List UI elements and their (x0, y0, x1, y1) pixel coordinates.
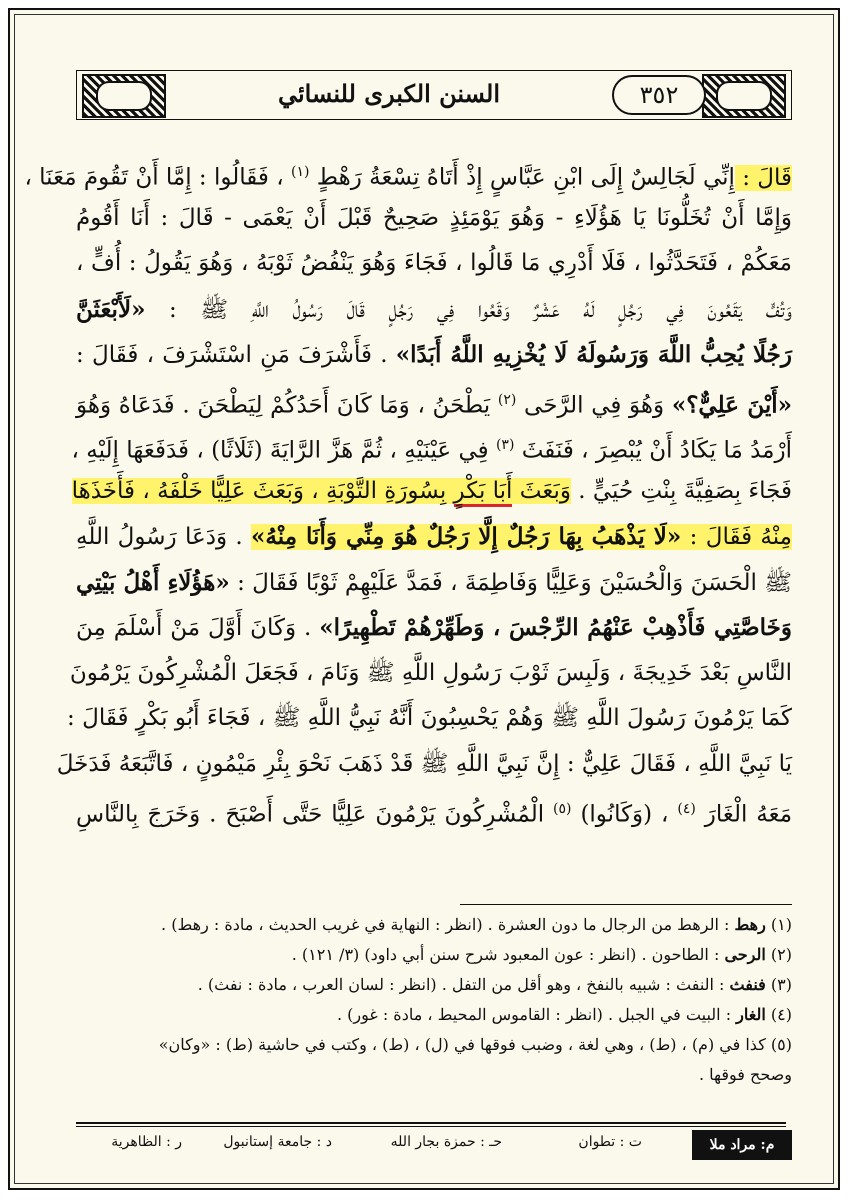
bold-text: «هَؤُلَاءِ أَهْلُ بَيْتِي (76, 568, 230, 596)
footnote-ref[interactable]: (٤) (677, 801, 696, 817)
footnote-term: الغار (736, 1005, 766, 1024)
bold-text: «أَيْنَ عَلِيٌّ؟» (671, 391, 792, 419)
bold-text: وَخَاصَّتِي فَأَذْهِبْ عَنْهُمُ الرِّجْسَ ، وَطَهِّرْهُمْ تَطْهِيرًا» (319, 614, 792, 641)
footnote-number: (٣) (770, 975, 792, 994)
text-span: وَبَعَثَ (512, 477, 571, 504)
text-line: يَا نَبِيَّ اللَّهِ ، فَقَالَ عَلِيٌّ : إِنَّ نَبِيَّ اللَّهِ ﷺ قَدْ ذَهَبَ نَحْوَ بِئْرِ مَيْمُونٍ ، فَاتَّبَعَهُ فَدَخَلَ (56, 750, 792, 777)
text-line (76, 287, 792, 333)
footnote-text: : النفث : شبيه بالنفخ ، وهو أقل من التفل . (انظر : لسان العرب ، مادة : نفث) . (197, 975, 730, 994)
source-r: ر : الظاهرية (111, 1134, 182, 1150)
footnote-text: كذا في (م) ، (ط) ، وهي لغة ، وضبب فوقها في (ل) ، (ط) ، وكتب في حاشية (ط) : «وكان» (158, 1035, 771, 1054)
text-line: وَإِمَّا أَنْ تُخَلُّونَا يَا هَؤُلَاءِ - وَهُوَ يَوْمَئِذٍ صَحِيحٌ قَبْلَ أَنْ يَعْمَى - قَالَ : أَنَا أَقُومُ (76, 204, 792, 231)
text-span: بِسُورَةِ التَّوْبَةِ ، وَبَعَثَ عَلِيًّا خَلْفَهُ ، فَأَخَذَهَا (71, 477, 454, 504)
text-span: . وَكَانَ أَوَّلَ مَنْ أَسْلَمَ مِنَ (76, 615, 320, 641)
text-line (76, 560, 792, 606)
source-d: د : جامعة إستانبول (223, 1134, 332, 1150)
text-span: . وَدَعَا رَسُولُ اللَّهِ (76, 524, 252, 550)
text-span: وَتُفٍّ يَقَعُونَ فِي رَجُلٍ لَهُ عَشْرٌ وَقَعُوا فِي رَجُلٍ قَالَ رَسُولُ اللَّهِ ﷺ : (145, 296, 792, 323)
footnote-number: (٥) (770, 1035, 792, 1054)
source-t: ت : تطوان (578, 1134, 642, 1150)
text-span: ، فَقَالُوا : إِمَّا أَنْ تَقُومَ مَعَنَا ، (24, 164, 291, 191)
footnote-item (76, 940, 792, 970)
text-span: فَجَاءَ بِصَفِيَّةَ بِنْتِ حُيَيٍّ . (570, 477, 792, 504)
text-span: إِنِّي لَجَالِسٌ إِلَى ابْنِ عَبَّاسٍ إِذْ أَتَاهُ تِسْعَةُ رَهْطٍ (316, 164, 735, 191)
footnote-item (76, 1060, 792, 1090)
footnote-ref[interactable]: (٣) (495, 437, 515, 453)
text-line: كَمَا يَرْمُونَ رَسُولَ اللَّهِ ﷺ وَهُمْ يَحْسِبُونَ أَنَّهُ نَبِيُّ اللَّهِ ﷺ ، فَجَاءَ أَبُو بَكْرٍ فَقَالَ : (67, 705, 792, 731)
page (8, 8, 840, 1190)
footnote-text: : الطاحون . (انظر : عون المعبود شرح سنن أبي داود) (٣/ ١٢١) . (291, 945, 725, 964)
ornament-right-icon (702, 74, 786, 118)
text-span: وَهُوَ فِي الرَّحَى (524, 392, 672, 419)
main-text (24, 150, 793, 833)
text-line: النَّاسِ بَعْدَ خَدِيجَةَ ، وَلَبِسَ ثَوْبَ رَسُولِ اللَّهِ ﷺ وَنَامَ ، فَجَعَلَ الْمُشْرِكُونَ يَرْمُونَ (69, 659, 792, 686)
text-span: فِي عَيْنَيْهِ ، ثُمَّ هَزَّ الرَّايَةَ (ثَلَاثًا) ، فَدَفَعَهَا إِلَيْهِ ، (71, 437, 496, 464)
text-span: ﷺ الْحَسَنَ وَالْحُسَيْنَ وَعَلِيًّا وَفَاطِمَةَ ، فَمَدَّ عَلَيْهِمْ ثَوْبًا فَقَالَ : (229, 569, 792, 596)
footnote-term: فنفث (729, 975, 766, 994)
page-number: ٣٥٢ (612, 75, 706, 115)
footnote-term: الرحى (724, 945, 766, 964)
text-span: . فَأَشْرَفَ مَنِ اسْتَشْرَفَ ، فَقَالَ : (76, 342, 396, 368)
seal-icon (716, 81, 772, 111)
text-span: يَطْحَنُ ، وَمَا كَانَ أَحَدُكُمْ لِيَطْحَنَ . فَدَعَاهُ وَهُوَ (76, 392, 498, 419)
highlight (72, 478, 571, 504)
footnote-number: (٢) (770, 945, 792, 964)
text-span: مَعَهُ الْغَارَ (704, 801, 793, 828)
page-header (76, 70, 792, 120)
footnote-text: : الرهط من الرجال ما دون العشرة . (انظر : النهاية في غريب الحديث ، مادة : رهط) . (161, 915, 735, 934)
highlight: قَالَ : (734, 164, 792, 191)
underlined-text: أَبَا بَكْرٍ (454, 478, 513, 507)
text-span: ، (وَكَانُوا) (580, 801, 678, 828)
seal-icon (96, 81, 152, 111)
ornament-left-icon (82, 74, 166, 118)
text-span: أَرْمَدُ مَا يَكَادُ أَنْ يُبْصِرَ ، فَنَفَثَ (521, 437, 792, 464)
bold-text: «لَا يَذْهَبُ بِهَا رَجُلٌ إِلَّا رَجُلٌ هُوَ مِنِّي وَأَنَا مِنْهُ» (251, 523, 682, 550)
footnote-number: (١) (770, 915, 792, 934)
footnote-item (76, 910, 792, 940)
text-line (76, 378, 792, 424)
text-line (71, 469, 792, 515)
footnote-text: : البيت في الجبل . (انظر : القاموس المحيط ، مادة : غور) . (336, 1005, 737, 1024)
manuscript-sources (76, 1130, 792, 1160)
footnote-ref[interactable]: (١) (290, 164, 310, 180)
footnote-item (76, 1000, 792, 1030)
bottom-rule (76, 1126, 786, 1127)
source-h: حـ : حمزة بجار الله (390, 1134, 502, 1150)
footnote-ref[interactable]: (٥) (553, 801, 572, 817)
text-line (24, 150, 792, 196)
bottom-rule (76, 1122, 786, 1124)
text-line: مَعَكُمْ ، فَتَحَدَّثُوا ، فَلَا أَدْرِي مَا قَالُوا ، فَجَاءَ وَهُوَ يَنْفُضُ ثَوْبَهُ ، وَهُوَ يَقُولُ : أُفٍّ ، (76, 250, 792, 276)
text-span: الْمُشْرِكُونَ يَرْمُونَ عَلِيًّا حَتَّى أَصْبَحَ . وَخَرَجَ بِالنَّاسِ (76, 801, 554, 828)
source-m-badge: م: مراد ملا (692, 1130, 792, 1160)
bold-text: رَجُلًا يُحِبُّ اللَّهَ وَرَسُولَهُ لَا يُخْزِيهِ اللَّهُ أَبَدًا» (395, 341, 792, 368)
highlight (251, 524, 792, 550)
text-line (76, 787, 792, 833)
text-line (76, 605, 792, 651)
footnote-separator (460, 904, 792, 905)
text-span: مِنْهُ فَقَالَ : (681, 524, 792, 550)
footnote-ref[interactable]: (٢) (497, 391, 517, 408)
footnote-item (76, 970, 792, 1000)
footnote-item (76, 1030, 792, 1060)
footnotes (76, 910, 792, 1090)
text-line (76, 332, 792, 378)
footnote-term: رهط (734, 915, 766, 934)
text-line (76, 514, 792, 560)
footnote-number: (٤) (770, 1005, 792, 1024)
footnote-text: وصحح فوقها . (698, 1065, 792, 1084)
book-title: السنن الكبرى للنسائي (277, 79, 501, 108)
bold-text: «لَأَبْعَثَنَّ (76, 295, 146, 323)
text-line (71, 423, 792, 469)
